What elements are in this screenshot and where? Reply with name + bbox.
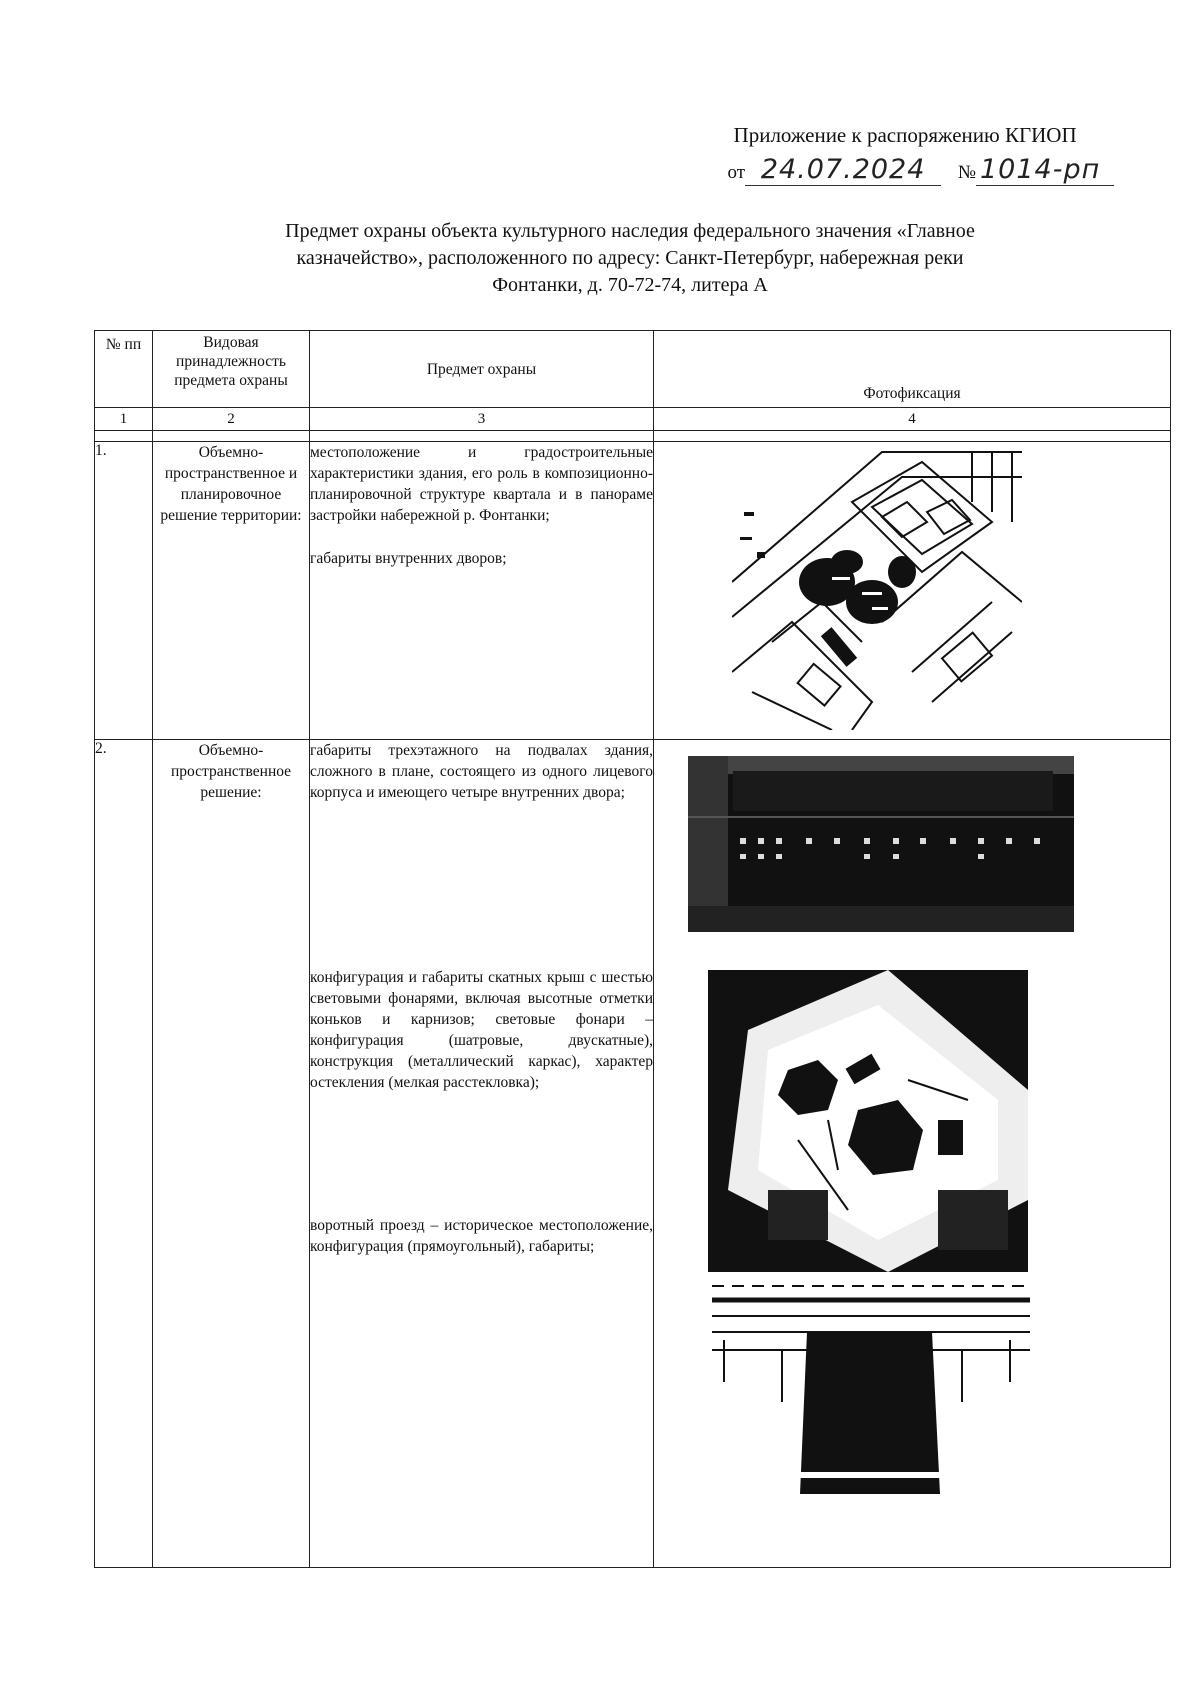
subject-item: габариты трехэтажного на подвалах здания, сложного в плане, состоящего из одного лицевого корпуса и имеющего четыре внутренних двора;	[310, 742, 653, 801]
annex-title: Приложение к распоряжению КГИОП	[733, 123, 1077, 147]
subject-item: габариты внутренних дворов;	[310, 550, 507, 567]
document-heading	[180, 218, 1080, 299]
row-subject	[310, 442, 654, 740]
table-header-row	[95, 331, 1171, 408]
column-number: 1	[95, 408, 153, 431]
heading-line-2: казначейство», расположенного по адресу: Санкт-Петербург, набережная реки	[296, 247, 964, 269]
from-label: от	[727, 162, 746, 183]
gate-passage-drawing	[712, 1282, 1030, 1504]
column-number: 4	[654, 408, 1171, 431]
subject-item: воротный проезд – историческое местоположение, конфигурация (прямоугольный), габариты;	[310, 1217, 653, 1255]
site-plan-image	[732, 442, 1022, 730]
annex-date-number-line	[728, 154, 1114, 186]
heading-line-3: Фонтанки, д. 70-72-74, литера А	[492, 274, 768, 296]
row-photo-cell	[654, 740, 1171, 1568]
column-number: 3	[310, 408, 654, 431]
spacer-row	[95, 431, 1171, 442]
table-row	[95, 442, 1171, 740]
row-number: 2.	[95, 740, 153, 1568]
handwritten-number: 1014-рп	[976, 154, 1114, 186]
row-photo-cell	[654, 442, 1171, 740]
row-number: 1.	[95, 442, 153, 740]
header-num: № пп	[95, 331, 153, 408]
facade-photo	[688, 756, 1074, 932]
row-subject	[310, 740, 654, 1568]
row-kind: Объемно-пространственное решение:	[153, 740, 310, 1568]
heading-line-1: Предмет охраны объекта культурного наследия федерального значения «Главное	[285, 220, 975, 242]
number-label: №	[957, 162, 976, 183]
header-subject: Предмет охраны	[310, 331, 654, 408]
subject-item: местоположение и градостроительные характеристики здания, его роль в композиционно-планировочной структуре квартала и в панораме застройки набережной р. Фонтанки;	[310, 444, 653, 524]
row-kind: Объемно-пространственное и планировочное решение территории:	[153, 442, 310, 740]
subject-item: конфигурация и габариты скатных крыш с шестью световыми фонарями, включая высотные отметки коньков и карнизов; световые фонари – конфигурация (шатровые, двускатные), конструкция (металлический каркас), характер остекления (мелкая расстекловка);	[310, 969, 653, 1091]
header-photo: Фотофиксация	[654, 331, 1171, 408]
aerial-roof-photo	[708, 970, 1028, 1272]
protection-subject-table	[94, 330, 1171, 1568]
column-number: 2	[153, 408, 310, 431]
handwritten-date: 24.07.2024	[745, 154, 941, 186]
table-row	[95, 740, 1171, 1568]
annex-block	[728, 122, 1114, 186]
column-number-row	[95, 408, 1171, 431]
header-kind: Видовая принадлежность предмета охраны	[153, 331, 310, 408]
